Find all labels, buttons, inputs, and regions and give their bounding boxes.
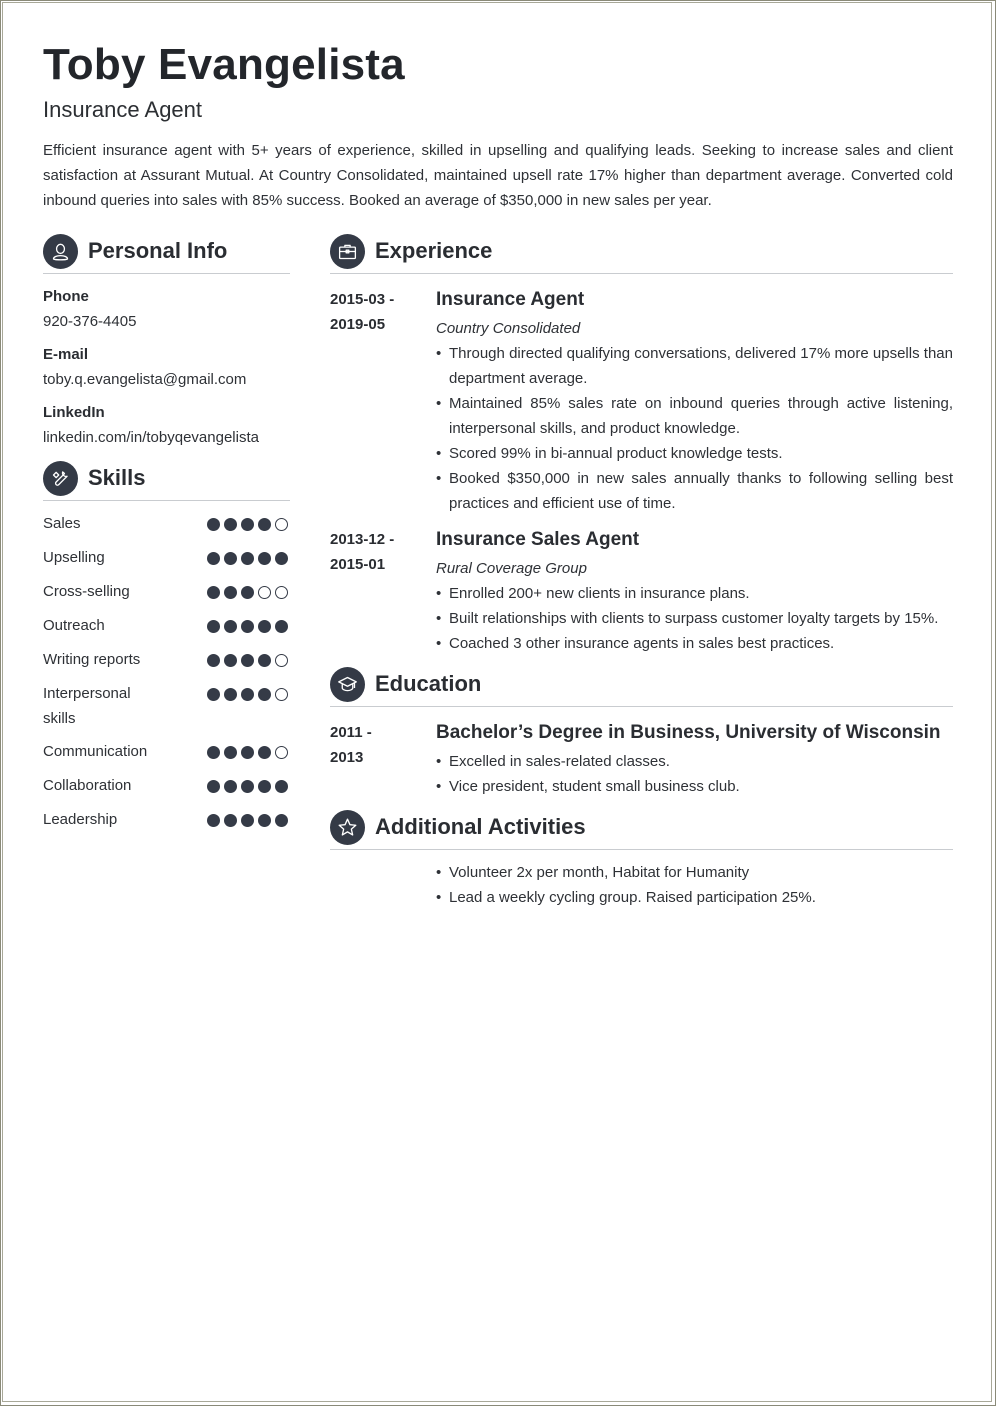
skill-rating <box>207 586 288 599</box>
skill-rating <box>207 780 288 793</box>
rating-dot-filled <box>258 780 271 793</box>
job-date-end: 2019-05 <box>330 316 386 333</box>
rating-dot-filled <box>241 814 254 827</box>
rating-dot-filled <box>207 586 220 599</box>
skill-name: Sales <box>43 515 81 532</box>
skill-name: Communication <box>43 743 148 760</box>
personal-info-header <box>43 234 290 274</box>
skill-rating <box>207 620 288 633</box>
rating-dot-filled <box>224 586 237 599</box>
rating-dot-filled <box>275 620 288 633</box>
job-date-start: 2013-12 - <box>330 531 395 548</box>
rating-dot-filled <box>224 654 237 667</box>
job-bullets <box>436 341 953 516</box>
education-header <box>330 667 953 707</box>
skill-rating <box>207 746 288 759</box>
graduation-cap-icon <box>330 667 365 702</box>
rating-dot-filled <box>207 746 220 759</box>
skill-rating <box>207 552 288 565</box>
rating-dot-filled <box>224 746 237 759</box>
linkedin-label: LinkedIn <box>43 404 105 421</box>
rating-dot-filled <box>224 620 237 633</box>
rating-dot-filled <box>241 552 254 565</box>
experience-title: Experience <box>375 238 493 263</box>
list-item: • Enrolled 200+ new clients in insurance plans. <box>436 581 953 606</box>
skill-name: Writing reports <box>43 651 141 668</box>
rating-dot-filled <box>258 746 271 759</box>
skill-name: Upselling <box>43 549 105 566</box>
skills-title: Skills <box>88 465 146 490</box>
candidate-name: Toby Evangelista <box>43 40 405 89</box>
rating-dot-empty <box>275 654 288 667</box>
rating-dot-empty <box>275 518 288 531</box>
job-bullets <box>436 581 953 656</box>
rating-dot-filled <box>241 620 254 633</box>
rating-dot-filled <box>275 552 288 565</box>
rating-dot-filled <box>207 688 220 701</box>
education-date-start: 2011 - <box>330 724 372 741</box>
list-item: • Built relationships with clients to surpass customer loyalty targets by 15%. <box>436 606 953 631</box>
rating-dot-filled <box>275 814 288 827</box>
rating-dot-filled <box>207 814 220 827</box>
rating-dot-filled <box>241 746 254 759</box>
education-title: Education <box>375 671 482 696</box>
list-item: • Excelled in sales-related classes. <box>436 749 953 774</box>
activities-bullets <box>436 860 953 910</box>
skill-rating <box>207 654 288 667</box>
skill-rating <box>207 814 288 827</box>
candidate-title: Insurance Agent <box>43 97 203 122</box>
rating-dot-filled <box>207 654 220 667</box>
experience-header <box>330 234 953 274</box>
skills-header <box>43 461 290 501</box>
list-item: • Coached 3 other insurance agents in sales best practices. <box>436 631 953 656</box>
job-company: Rural Coverage Group <box>436 560 587 577</box>
skill-name: Interpersonal skills <box>43 685 131 727</box>
rating-dot-filled <box>258 552 271 565</box>
phone-value: 920-376-4405 <box>43 313 137 330</box>
rating-dot-filled <box>241 688 254 701</box>
skill-name: Outreach <box>43 617 105 634</box>
list-item: • Scored 99% in bi-annual product knowledge tests. <box>436 441 953 466</box>
email-label: E-mail <box>43 346 89 363</box>
degree-title: Bachelor’s Degree in Business, University of Wisconsin <box>436 722 941 743</box>
rating-dot-filled <box>224 688 237 701</box>
job-title: Insurance Agent <box>436 289 585 310</box>
job-company: Country Consolidated <box>436 320 581 337</box>
list-item: • Lead a weekly cycling group. Raised participation 25%. <box>436 885 953 910</box>
list-item: • Maintained 85% sales rate on inbound queries through active listening, interpersonal skills, and product knowledge. <box>436 391 953 441</box>
activities-title: Additional Activities <box>375 814 586 839</box>
education-bullets <box>436 749 953 799</box>
rating-dot-filled <box>224 552 237 565</box>
rating-dot-filled <box>224 814 237 827</box>
personal-info-title: Personal Info <box>88 238 228 263</box>
rating-dot-filled <box>207 518 220 531</box>
job-date-start: 2015-03 - <box>330 291 395 308</box>
briefcase-icon <box>330 234 365 269</box>
linkedin-value: linkedin.com/in/tobyqevangelista <box>43 429 259 446</box>
rating-dot-empty <box>275 688 288 701</box>
list-item: • Through directed qualifying conversations, delivered 17% more upsells than department average. <box>436 341 953 391</box>
person-icon <box>43 234 78 269</box>
wrench-icon <box>43 461 78 496</box>
rating-dot-filled <box>258 814 271 827</box>
email-value: toby.q.evangelista@gmail.com <box>43 371 247 388</box>
list-item: • Booked $350,000 in new sales annually thanks to following selling best practices and efficient use of time. <box>436 466 953 516</box>
rating-dot-filled <box>258 654 271 667</box>
skill-name: Leadership <box>43 811 118 828</box>
education-date-end: 2013 <box>330 749 364 766</box>
rating-dot-filled <box>241 586 254 599</box>
rating-dot-empty <box>258 586 271 599</box>
phone-label: Phone <box>43 288 89 305</box>
rating-dot-filled <box>207 552 220 565</box>
summary: Efficient insurance agent with 5+ years of experience, skilled in upselling and qualifying leads. Seeking to increase sales and client satisfaction at Assurant Mutual. At Country Consolidated, maintained upsell rate 17% higher than department average. Converted cold inbound queries into sales with 85% success. Booked an average of $350,000 in new sales per year. <box>43 142 953 209</box>
skill-name: Collaboration <box>43 777 132 794</box>
rating-dot-filled <box>241 518 254 531</box>
rating-dot-filled <box>258 688 271 701</box>
list-item: • Vice president, student small business club. <box>436 774 953 799</box>
job-date-end: 2015-01 <box>330 556 386 573</box>
rating-dot-filled <box>241 654 254 667</box>
rating-dot-empty <box>275 586 288 599</box>
job-title: Insurance Sales Agent <box>436 529 640 550</box>
rating-dot-filled <box>224 518 237 531</box>
rating-dot-filled <box>207 620 220 633</box>
rating-dot-filled <box>241 780 254 793</box>
list-item: • Volunteer 2x per month, Habitat for Humanity <box>436 860 953 885</box>
rating-dot-filled <box>258 620 271 633</box>
rating-dot-filled <box>275 780 288 793</box>
skill-name: Cross-selling <box>43 583 130 600</box>
skill-rating <box>207 518 288 531</box>
rating-dot-filled <box>258 518 271 531</box>
activities-header <box>330 810 953 850</box>
rating-dot-empty <box>275 746 288 759</box>
star-icon <box>330 810 365 845</box>
rating-dot-filled <box>224 780 237 793</box>
skill-rating <box>207 688 288 701</box>
rating-dot-filled <box>207 780 220 793</box>
